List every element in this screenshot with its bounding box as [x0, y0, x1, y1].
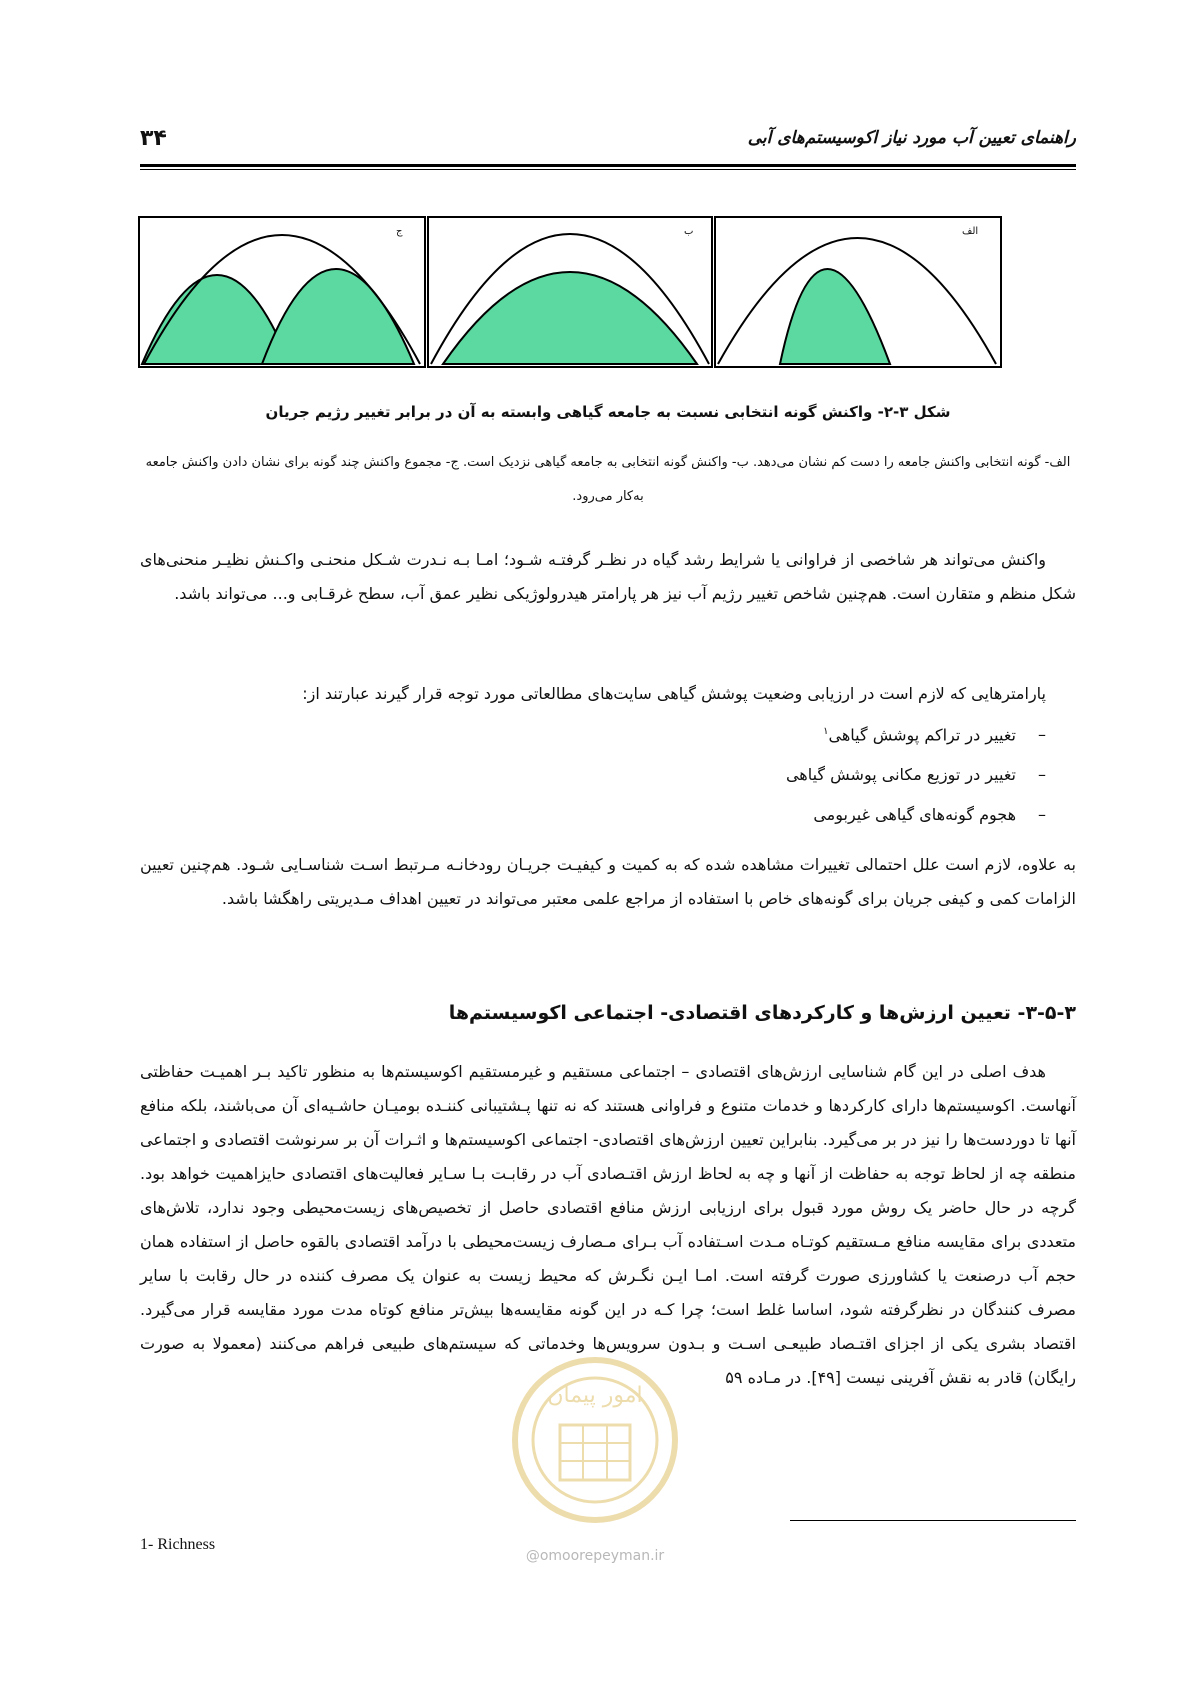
list-item — [140, 755, 1076, 795]
figure-panel-jim — [138, 216, 438, 382]
list-item-text: تغییر در تراکم پوشش گیاهی — [828, 725, 1016, 745]
panel-label-jim: ج — [396, 226, 403, 237]
page-header — [140, 128, 1076, 162]
list-item — [140, 795, 1076, 835]
section-heading: ۳-۵-۳- تعیین ارزش‌ها و کارکردهای اقتصادی- اجتماعی اکوسیستم‌ها — [448, 1002, 1076, 1024]
parameter-list — [140, 712, 1076, 835]
watermark-text: @omoorepeyman.ir — [525, 1548, 665, 1564]
header-rule-thin — [140, 169, 1076, 170]
figure-panel-alef — [714, 216, 1014, 382]
panel-jim-graph — [138, 216, 426, 368]
footnote: 1- Richness — [140, 1536, 216, 1553]
panel-be-graph — [427, 216, 713, 368]
panel-alef-graph — [714, 216, 1002, 368]
figure-3-2 — [146, 216, 1068, 384]
list-dash: – — [1038, 805, 1046, 825]
paragraph-4-text: هدف اصلی در این گام شناسایی ارزش‌های اقتصادی – اجتماعی مستقیم و غیرمستقیم اکوسیستم‌ها به منظور تاکید بـر اهمیـت حفاظتی آنهاست. اکوسیستم‌ها دارای کارکردها و خدمات متنوع و فراوانی هستند که نه تنها پـشتیبانی کننـده بومیـان حاشـیه‌ای آن می‌باشند، بلکه منافع آنها تا دوردست‌ها را نیز در بر می‌گیرد. بنابراین تعیین ارزش‌های اقتصادی- اجتماعی اکوسیستم‌ها و اثـرات آن بر سرنوشت اقتصادی و اجتماعی منطقه چه از لحاظ توجه به حفاظت از آنها و چه به لحاظ ارزش اقتـصادی آب در رقابـت بـا سـایر فعالیت‌های اقتصادی حایزاهمیت خواهد بود. گرچه در حال حاضر یک روش مورد قبول برای ارزیابی ارزش منافع اقتصادی حاصل از تخصیص‌های زیست‌محیطی وجود ندارد، تلاش‌های متعددی برای مقایسه منافع مـستقیم کوتـاه مـدت اسـتفاده آب بـرای مـصارف زیست‌محیطی با درآمد اقتصادی بالقوه حاصل از استفاده همان حجم آب درصنعت یا کشاورزی صورت گرفته است. امـا ایـن نگـرش که محیط زیست به عنوان یک مصرف کننده در حال رقابت با سایر مصرف کنندگان در نظرگرفته شود، اساسا غلط است؛ چرا کـه در این گونه مقایسه‌ها بیش‌تر منافع کوتاه مدت مورد مقایسه قرار می‌گیرد. اقتصاد بشری یکی از اجزای اقتـصاد طبیعـی اسـت و بـدون سرویس‌ها وخدماتی که سیستم‌های طبیعی فراهم می‌کنند (معمولا به صورت رایگان) قادر به نقش آفرینی نیست [۴۹]. در مـاده ۵۹ — [140, 1062, 1076, 1387]
panel-label-be: ب — [684, 226, 694, 237]
list-dash: – — [1038, 725, 1046, 745]
watermark-logo-text: امور پیمان — [547, 1383, 643, 1408]
footnote-ref: ۱ — [823, 726, 829, 737]
figure-caption: شکل ۳-۲- واکنش گونه انتخابی نسبت به جامعه گیاهی وابسته به آن در برابر تغییر رژیم جریان — [265, 403, 951, 421]
watermark-logo — [500, 1330, 690, 1570]
panel-label-alef: الف — [962, 226, 979, 237]
paragraph-3-text: به علاوه، لازم است علل احتمالی تغییرات مشاهده شده که به کمیت و کیفیـت جریـان رودخانـه مـرتبط اسـت شناسـایی شـود. هم‌چنین تعیین الزامات کمی و کیفی جریان برای گونه‌های خاص با استفاده از مراجع علمی معتبر می‌تواند در تعیین اهداف مـدیریتی راهگشا باشد. — [140, 855, 1076, 908]
list-item-text: هجوم گونه‌های گیاهی غیربومی — [813, 805, 1016, 825]
paragraph-1 — [140, 543, 1076, 611]
paragraph-3 — [140, 848, 1076, 916]
page-number: ۳۴ — [140, 126, 167, 151]
paragraph-2-text: پارامترهایی که لازم است در ارزیابی وضعیت پوشش گیاهی سایت‌های مطالعاتی مورد توجه قرار گیرند عبارتند از: — [302, 684, 1046, 703]
list-item — [140, 712, 1076, 755]
running-title: راهنمای تعیین آب مورد نیاز اکوسیستم‌های آبی — [747, 128, 1076, 148]
header-rule-thick — [140, 164, 1076, 167]
paragraph-1-text: واکنش می‌تواند هر شاخصی از فراوانی یا شرایط رشد گیاه در نظـر گرفتـه شـود؛ امـا بـه نـدرت شـکل منحنـی واکـنش نظیـر منحنی‌های شکل منظم و متقارن است. هم‌چنین شاخص تغییر رژیم آب نیز هر پارامتر هیدرولوژیکی نظیر عمق آب، سطح غرقـابی و... می‌تواند باشد. — [140, 550, 1076, 603]
paragraph-2 — [140, 677, 1076, 711]
list-item-text: تغییر در توزیع مکانی پوشش گیاهی — [785, 765, 1016, 785]
figure-panel-be — [427, 216, 727, 382]
footnote-rule — [790, 1520, 1076, 1521]
list-dash: – — [1038, 765, 1046, 785]
figure-caption-note: الف- گونه انتخابی واکنش جامعه را دست کم نشان می‌دهد. ب- واکنش گونه انتخابی به جامعه گیاهی نزدیک است. ج- مجموع واکنش چند گونه برای نشان دادن واکنش جامعه به‌کار می‌رود. — [145, 455, 1071, 504]
